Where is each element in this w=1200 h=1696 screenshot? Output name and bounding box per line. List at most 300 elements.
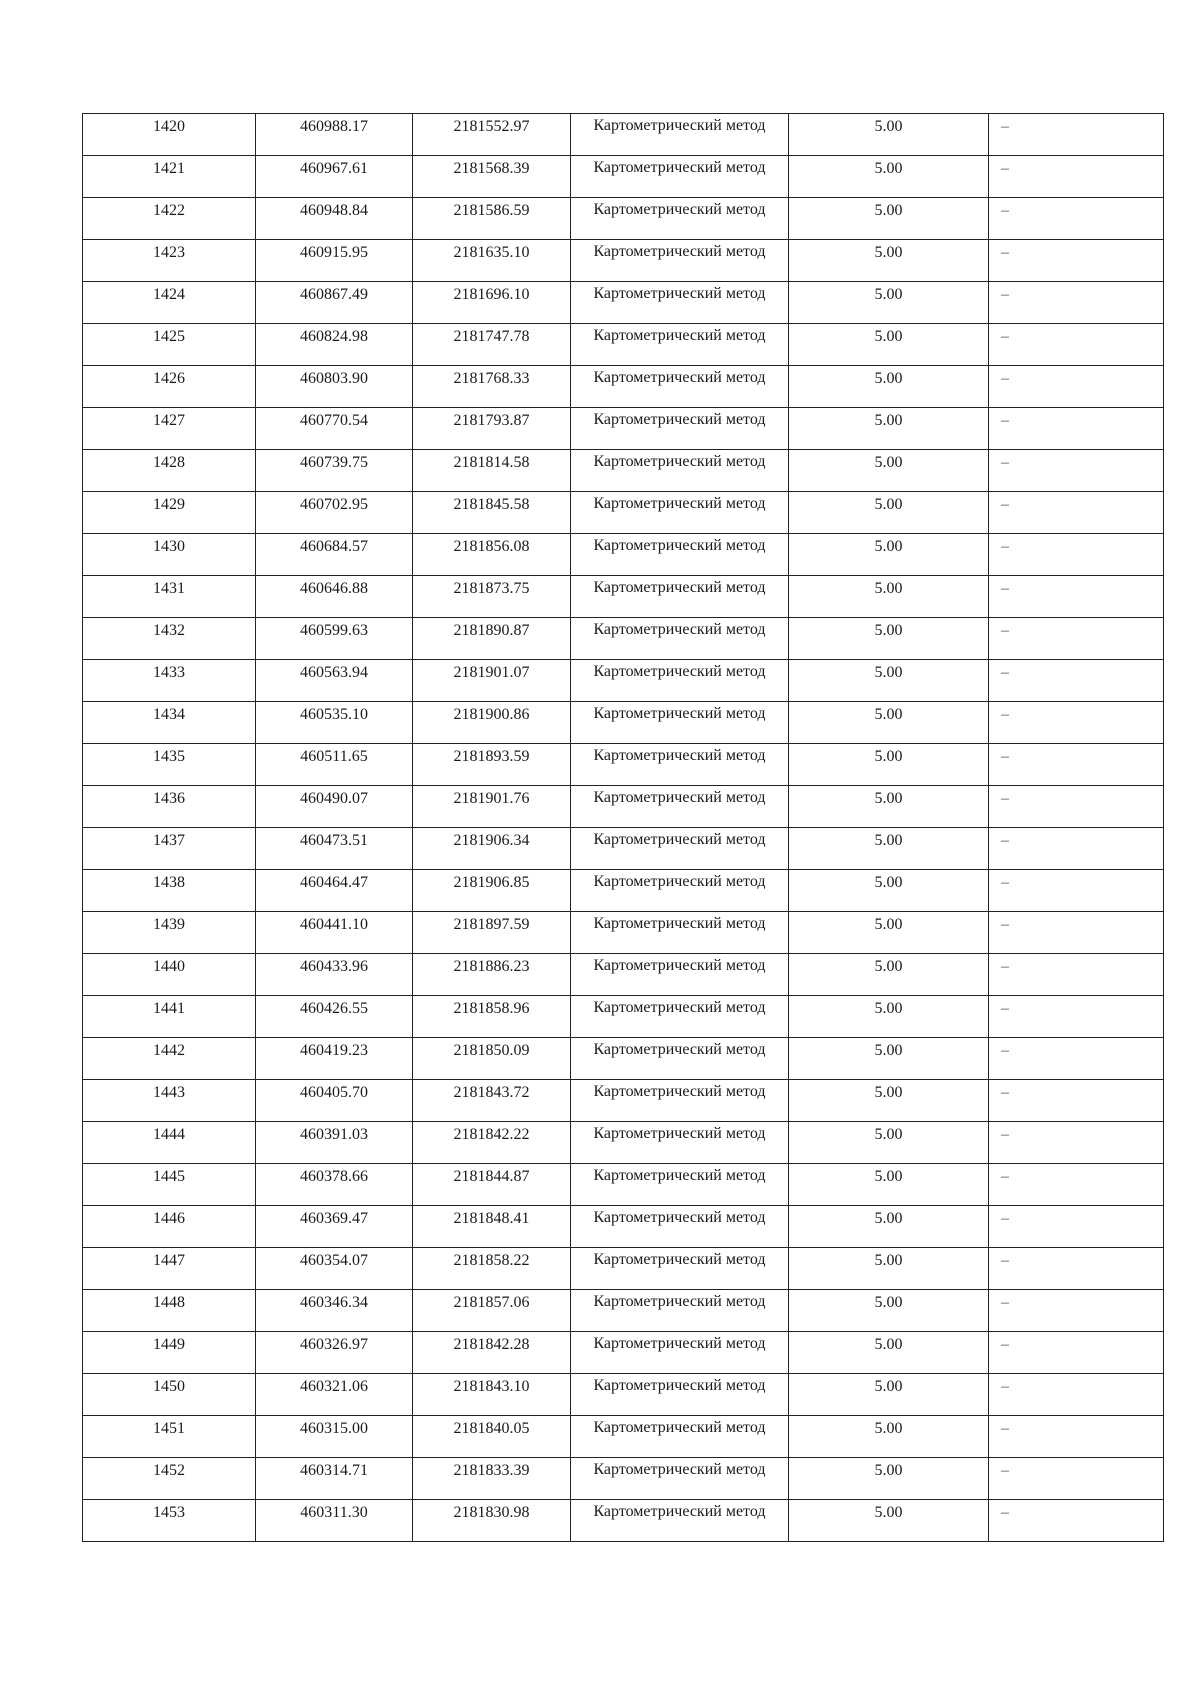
note-cell-text: – — [1001, 118, 1009, 135]
x-coordinate-cell — [256, 996, 413, 1038]
point-number-cell-text: 1433 — [153, 664, 185, 681]
accuracy-cell — [789, 324, 989, 366]
point-number-cell — [83, 1038, 256, 1080]
x-coordinate-cell-text: 460563.94 — [300, 664, 368, 681]
note-cell — [989, 828, 1164, 870]
note-cell-text: – — [1001, 1294, 1009, 1311]
accuracy-cell-text: 5.00 — [874, 622, 903, 639]
accuracy-cell — [789, 576, 989, 618]
table-row — [83, 1164, 1164, 1206]
note-cell-text: – — [1001, 1420, 1009, 1437]
x-coordinate-cell-text: 460326.97 — [300, 1336, 368, 1353]
accuracy-cell-text: 5.00 — [874, 1420, 903, 1437]
table-row — [83, 240, 1164, 282]
method-cell-text: Картометрический метод — [593, 1251, 766, 1268]
method-cell — [571, 1416, 789, 1458]
accuracy-cell-text: 5.00 — [874, 1084, 903, 1101]
accuracy-cell-text: 5.00 — [874, 748, 903, 765]
x-coordinate-cell — [256, 1290, 413, 1332]
point-number-cell-text: 1427 — [153, 412, 185, 429]
accuracy-cell — [789, 450, 989, 492]
method-cell — [571, 1248, 789, 1290]
x-coordinate-cell — [256, 1038, 413, 1080]
point-number-cell-text: 1452 — [153, 1462, 185, 1479]
point-number-cell — [83, 1248, 256, 1290]
accuracy-cell-text: 5.00 — [874, 580, 903, 597]
method-cell-text: Картометрический метод — [593, 1377, 766, 1394]
accuracy-cell-text: 5.00 — [874, 790, 903, 807]
y-coordinate-cell — [413, 1164, 571, 1206]
accuracy-cell-text: 5.00 — [874, 1462, 903, 1479]
method-cell-text: Картометрический метод — [593, 201, 766, 218]
table-row — [83, 1038, 1164, 1080]
point-number-cell-text: 1428 — [153, 454, 185, 471]
point-number-cell — [83, 1458, 256, 1500]
note-cell — [989, 1332, 1164, 1374]
note-cell-text: – — [1001, 160, 1009, 177]
accuracy-cell — [789, 912, 989, 954]
method-cell — [571, 870, 789, 912]
point-number-cell-text: 1431 — [153, 580, 185, 597]
x-coordinate-cell — [256, 576, 413, 618]
point-number-cell — [83, 1164, 256, 1206]
note-cell-text: – — [1001, 496, 1009, 513]
point-number-cell-text: 1450 — [153, 1378, 185, 1395]
y-coordinate-cell-text: 2181568.39 — [453, 160, 530, 177]
y-coordinate-cell-text: 2181793.87 — [453, 412, 530, 429]
accuracy-cell-text: 5.00 — [874, 412, 903, 429]
y-coordinate-cell — [413, 534, 571, 576]
note-cell-text: – — [1001, 1084, 1009, 1101]
y-coordinate-cell — [413, 1374, 571, 1416]
accuracy-cell-text: 5.00 — [874, 1000, 903, 1017]
accuracy-cell-text: 5.00 — [874, 496, 903, 513]
method-cell-text: Картометрический метод — [593, 957, 766, 974]
note-cell — [989, 744, 1164, 786]
y-coordinate-cell-text: 2181843.10 — [453, 1378, 530, 1395]
accuracy-cell — [789, 1038, 989, 1080]
method-cell-text: Картометрический метод — [593, 1461, 766, 1478]
method-cell-text: Картометрический метод — [593, 705, 766, 722]
note-cell-text: – — [1001, 286, 1009, 303]
y-coordinate-cell — [413, 1248, 571, 1290]
note-cell — [989, 114, 1164, 156]
point-number-cell — [83, 282, 256, 324]
y-coordinate-cell — [413, 786, 571, 828]
method-cell — [571, 450, 789, 492]
note-cell — [989, 1080, 1164, 1122]
note-cell — [989, 618, 1164, 660]
x-coordinate-cell-text: 460739.75 — [300, 454, 368, 471]
x-coordinate-cell-text: 460684.57 — [300, 538, 368, 555]
y-coordinate-cell — [413, 1290, 571, 1332]
accuracy-cell — [789, 870, 989, 912]
x-coordinate-cell — [256, 1374, 413, 1416]
method-cell — [571, 954, 789, 996]
y-coordinate-cell — [413, 156, 571, 198]
y-coordinate-cell-text: 2181747.78 — [453, 328, 530, 345]
y-coordinate-cell — [413, 996, 571, 1038]
method-cell — [571, 912, 789, 954]
method-cell-text: Картометрический метод — [593, 327, 766, 344]
point-number-cell-text: 1420 — [153, 118, 185, 135]
accuracy-cell-text: 5.00 — [874, 118, 903, 135]
x-coordinate-cell-text: 460426.55 — [300, 1000, 368, 1017]
table-row — [83, 660, 1164, 702]
method-cell — [571, 1374, 789, 1416]
y-coordinate-cell-text: 2181886.23 — [453, 958, 530, 975]
accuracy-cell — [789, 702, 989, 744]
point-number-cell — [83, 114, 256, 156]
point-number-cell-text: 1441 — [153, 1000, 185, 1017]
table-row — [83, 996, 1164, 1038]
accuracy-cell-text: 5.00 — [874, 1336, 903, 1353]
note-cell — [989, 954, 1164, 996]
coordinates-table — [82, 113, 1164, 1542]
y-coordinate-cell — [413, 450, 571, 492]
note-cell-text: – — [1001, 958, 1009, 975]
method-cell — [571, 786, 789, 828]
point-number-cell-text: 1449 — [153, 1336, 185, 1353]
x-coordinate-cell-text: 460315.00 — [300, 1420, 368, 1437]
accuracy-cell-text: 5.00 — [874, 874, 903, 891]
point-number-cell — [83, 660, 256, 702]
point-number-cell-text: 1424 — [153, 286, 185, 303]
point-number-cell — [83, 534, 256, 576]
table-row — [83, 912, 1164, 954]
method-cell-text: Картометрический метод — [593, 789, 766, 806]
method-cell-text: Картометрический метод — [593, 411, 766, 428]
point-number-cell-text: 1448 — [153, 1294, 185, 1311]
method-cell-text: Картометрический метод — [593, 747, 766, 764]
x-coordinate-cell — [256, 660, 413, 702]
method-cell-text: Картометрический метод — [593, 537, 766, 554]
note-cell — [989, 156, 1164, 198]
method-cell-text: Картометрический метод — [593, 663, 766, 680]
accuracy-cell — [789, 282, 989, 324]
x-coordinate-cell — [256, 1416, 413, 1458]
method-cell — [571, 660, 789, 702]
point-number-cell — [83, 1122, 256, 1164]
note-cell — [989, 1122, 1164, 1164]
point-number-cell-text: 1451 — [153, 1420, 185, 1437]
table-row — [83, 534, 1164, 576]
y-coordinate-cell — [413, 618, 571, 660]
method-cell-text: Картометрический метод — [593, 117, 766, 134]
x-coordinate-cell-text: 460535.10 — [300, 706, 368, 723]
x-coordinate-cell — [256, 828, 413, 870]
method-cell-text: Картометрический метод — [593, 621, 766, 638]
y-coordinate-cell-text: 2181833.39 — [453, 1462, 530, 1479]
point-number-cell-text: 1446 — [153, 1210, 185, 1227]
note-cell — [989, 366, 1164, 408]
note-cell-text: – — [1001, 370, 1009, 387]
accuracy-cell — [789, 1500, 989, 1542]
y-coordinate-cell-text: 2181843.72 — [453, 1084, 530, 1101]
point-number-cell-text: 1423 — [153, 244, 185, 261]
accuracy-cell — [789, 618, 989, 660]
note-cell-text: – — [1001, 580, 1009, 597]
note-cell-text: – — [1001, 622, 1009, 639]
point-number-cell — [83, 324, 256, 366]
accuracy-cell — [789, 660, 989, 702]
note-cell-text: – — [1001, 538, 1009, 555]
point-number-cell-text: 1442 — [153, 1042, 185, 1059]
accuracy-cell — [789, 492, 989, 534]
method-cell-text: Картометрический метод — [593, 831, 766, 848]
point-number-cell — [83, 576, 256, 618]
x-coordinate-cell-text: 460599.63 — [300, 622, 368, 639]
y-coordinate-cell — [413, 282, 571, 324]
method-cell — [571, 1458, 789, 1500]
x-coordinate-cell — [256, 1080, 413, 1122]
y-coordinate-cell-text: 2181900.86 — [453, 706, 530, 723]
accuracy-cell-text: 5.00 — [874, 1378, 903, 1395]
note-cell — [989, 198, 1164, 240]
point-number-cell — [83, 870, 256, 912]
method-cell — [571, 1206, 789, 1248]
table-row — [83, 198, 1164, 240]
note-cell-text: – — [1001, 1252, 1009, 1269]
point-number-cell — [83, 1080, 256, 1122]
accuracy-cell — [789, 156, 989, 198]
method-cell — [571, 618, 789, 660]
y-coordinate-cell — [413, 366, 571, 408]
point-number-cell-text: 1430 — [153, 538, 185, 555]
x-coordinate-cell — [256, 1164, 413, 1206]
y-coordinate-cell — [413, 1458, 571, 1500]
y-coordinate-cell-text: 2181850.09 — [453, 1042, 530, 1059]
accuracy-cell — [789, 198, 989, 240]
method-cell-text: Картометрический метод — [593, 873, 766, 890]
table-row — [83, 1080, 1164, 1122]
note-cell-text: – — [1001, 1378, 1009, 1395]
method-cell-text: Картометрический метод — [593, 453, 766, 470]
table-row — [83, 366, 1164, 408]
y-coordinate-cell-text: 2181906.34 — [453, 832, 530, 849]
accuracy-cell-text: 5.00 — [874, 370, 903, 387]
note-cell — [989, 912, 1164, 954]
point-number-cell-text: 1437 — [153, 832, 185, 849]
accuracy-cell-text: 5.00 — [874, 706, 903, 723]
point-number-cell — [83, 1290, 256, 1332]
y-coordinate-cell — [413, 324, 571, 366]
method-cell — [571, 240, 789, 282]
x-coordinate-cell-text: 460867.49 — [300, 286, 368, 303]
method-cell-text: Картометрический метод — [593, 243, 766, 260]
point-number-cell — [83, 156, 256, 198]
table-row — [83, 114, 1164, 156]
y-coordinate-cell-text: 2181890.87 — [453, 622, 530, 639]
point-number-cell — [83, 954, 256, 996]
table-row — [83, 156, 1164, 198]
note-cell-text: – — [1001, 1042, 1009, 1059]
x-coordinate-cell — [256, 618, 413, 660]
table-row — [83, 618, 1164, 660]
accuracy-cell — [789, 114, 989, 156]
method-cell — [571, 828, 789, 870]
method-cell-text: Картометрический метод — [593, 1335, 766, 1352]
accuracy-cell — [789, 1458, 989, 1500]
y-coordinate-cell — [413, 954, 571, 996]
point-number-cell — [83, 618, 256, 660]
accuracy-cell-text: 5.00 — [874, 454, 903, 471]
y-coordinate-cell-text: 2181901.76 — [453, 790, 530, 807]
x-coordinate-cell — [256, 1248, 413, 1290]
y-coordinate-cell-text: 2181635.10 — [453, 244, 530, 261]
y-coordinate-cell-text: 2181814.58 — [453, 454, 530, 471]
note-cell — [989, 1164, 1164, 1206]
note-cell-text: – — [1001, 1462, 1009, 1479]
y-coordinate-cell-text: 2181858.22 — [453, 1252, 530, 1269]
table-row — [83, 870, 1164, 912]
method-cell — [571, 282, 789, 324]
coordinates-table-body — [83, 114, 1164, 1542]
note-cell-text: – — [1001, 1504, 1009, 1521]
method-cell — [571, 1290, 789, 1332]
x-coordinate-cell-text: 460405.70 — [300, 1084, 368, 1101]
point-number-cell-text: 1425 — [153, 328, 185, 345]
method-cell — [571, 1122, 789, 1164]
table-row — [83, 702, 1164, 744]
x-coordinate-cell-text: 460369.47 — [300, 1210, 368, 1227]
point-number-cell-text: 1453 — [153, 1504, 185, 1521]
method-cell-text: Картометрический метод — [593, 159, 766, 176]
x-coordinate-cell — [256, 492, 413, 534]
point-number-cell-text: 1434 — [153, 706, 185, 723]
point-number-cell-text: 1421 — [153, 160, 185, 177]
y-coordinate-cell — [413, 1122, 571, 1164]
y-coordinate-cell-text: 2181842.28 — [453, 1336, 530, 1353]
note-cell — [989, 408, 1164, 450]
accuracy-cell-text: 5.00 — [874, 538, 903, 555]
x-coordinate-cell — [256, 156, 413, 198]
note-cell-text: – — [1001, 454, 1009, 471]
accuracy-cell — [789, 1290, 989, 1332]
x-coordinate-cell-text: 460378.66 — [300, 1168, 368, 1185]
x-coordinate-cell — [256, 744, 413, 786]
x-coordinate-cell-text: 460314.71 — [300, 1462, 368, 1479]
note-cell — [989, 702, 1164, 744]
method-cell-text: Картометрический метод — [593, 1503, 766, 1520]
table-row — [83, 450, 1164, 492]
point-number-cell — [83, 450, 256, 492]
y-coordinate-cell-text: 2181857.06 — [453, 1294, 530, 1311]
y-coordinate-cell — [413, 870, 571, 912]
method-cell-text: Картометрический метод — [593, 1041, 766, 1058]
point-number-cell — [83, 702, 256, 744]
accuracy-cell-text: 5.00 — [874, 1252, 903, 1269]
point-number-cell-text: 1436 — [153, 790, 185, 807]
point-number-cell-text: 1443 — [153, 1084, 185, 1101]
x-coordinate-cell — [256, 954, 413, 996]
y-coordinate-cell — [413, 576, 571, 618]
note-cell — [989, 240, 1164, 282]
method-cell — [571, 408, 789, 450]
x-coordinate-cell — [256, 1122, 413, 1164]
point-number-cell-text: 1447 — [153, 1252, 185, 1269]
x-coordinate-cell — [256, 786, 413, 828]
x-coordinate-cell — [256, 114, 413, 156]
point-number-cell-text: 1438 — [153, 874, 185, 891]
y-coordinate-cell — [413, 828, 571, 870]
x-coordinate-cell — [256, 702, 413, 744]
accuracy-cell — [789, 240, 989, 282]
x-coordinate-cell-text: 460441.10 — [300, 916, 368, 933]
table-row — [83, 282, 1164, 324]
table-row — [83, 576, 1164, 618]
y-coordinate-cell — [413, 492, 571, 534]
note-cell-text: – — [1001, 1336, 1009, 1353]
table-row — [83, 954, 1164, 996]
point-number-cell — [83, 1416, 256, 1458]
method-cell — [571, 1500, 789, 1542]
method-cell — [571, 702, 789, 744]
note-cell — [989, 576, 1164, 618]
note-cell-text: – — [1001, 1168, 1009, 1185]
note-cell-text: – — [1001, 202, 1009, 219]
accuracy-cell — [789, 1164, 989, 1206]
x-coordinate-cell-text: 460391.03 — [300, 1126, 368, 1143]
x-coordinate-cell — [256, 450, 413, 492]
x-coordinate-cell — [256, 912, 413, 954]
note-cell — [989, 324, 1164, 366]
point-number-cell-text: 1440 — [153, 958, 185, 975]
point-number-cell — [83, 1332, 256, 1374]
table-row — [83, 828, 1164, 870]
point-number-cell — [83, 240, 256, 282]
method-cell — [571, 534, 789, 576]
accuracy-cell — [789, 744, 989, 786]
x-coordinate-cell — [256, 870, 413, 912]
note-cell-text: – — [1001, 412, 1009, 429]
accuracy-cell — [789, 954, 989, 996]
y-coordinate-cell-text: 2181768.33 — [453, 370, 530, 387]
note-cell-text: – — [1001, 748, 1009, 765]
method-cell — [571, 366, 789, 408]
y-coordinate-cell — [413, 1038, 571, 1080]
y-coordinate-cell-text: 2181858.96 — [453, 1000, 530, 1017]
y-coordinate-cell-text: 2181873.75 — [453, 580, 530, 597]
point-number-cell-text: 1432 — [153, 622, 185, 639]
accuracy-cell — [789, 534, 989, 576]
x-coordinate-cell — [256, 408, 413, 450]
accuracy-cell — [789, 786, 989, 828]
point-number-cell-text: 1444 — [153, 1126, 185, 1143]
accuracy-cell — [789, 1332, 989, 1374]
note-cell — [989, 1416, 1164, 1458]
note-cell — [989, 450, 1164, 492]
accuracy-cell-text: 5.00 — [874, 1168, 903, 1185]
accuracy-cell-text: 5.00 — [874, 664, 903, 681]
x-coordinate-cell-text: 460346.34 — [300, 1294, 368, 1311]
point-number-cell — [83, 366, 256, 408]
point-number-cell — [83, 828, 256, 870]
x-coordinate-cell-text: 460803.90 — [300, 370, 368, 387]
method-cell-text: Картометрический метод — [593, 579, 766, 596]
table-row — [83, 1290, 1164, 1332]
note-cell — [989, 1038, 1164, 1080]
y-coordinate-cell — [413, 912, 571, 954]
note-cell — [989, 996, 1164, 1038]
note-cell-text: – — [1001, 706, 1009, 723]
accuracy-cell-text: 5.00 — [874, 1126, 903, 1143]
note-cell-text: – — [1001, 790, 1009, 807]
point-number-cell — [83, 996, 256, 1038]
point-number-cell — [83, 744, 256, 786]
accuracy-cell — [789, 1080, 989, 1122]
accuracy-cell-text: 5.00 — [874, 328, 903, 345]
